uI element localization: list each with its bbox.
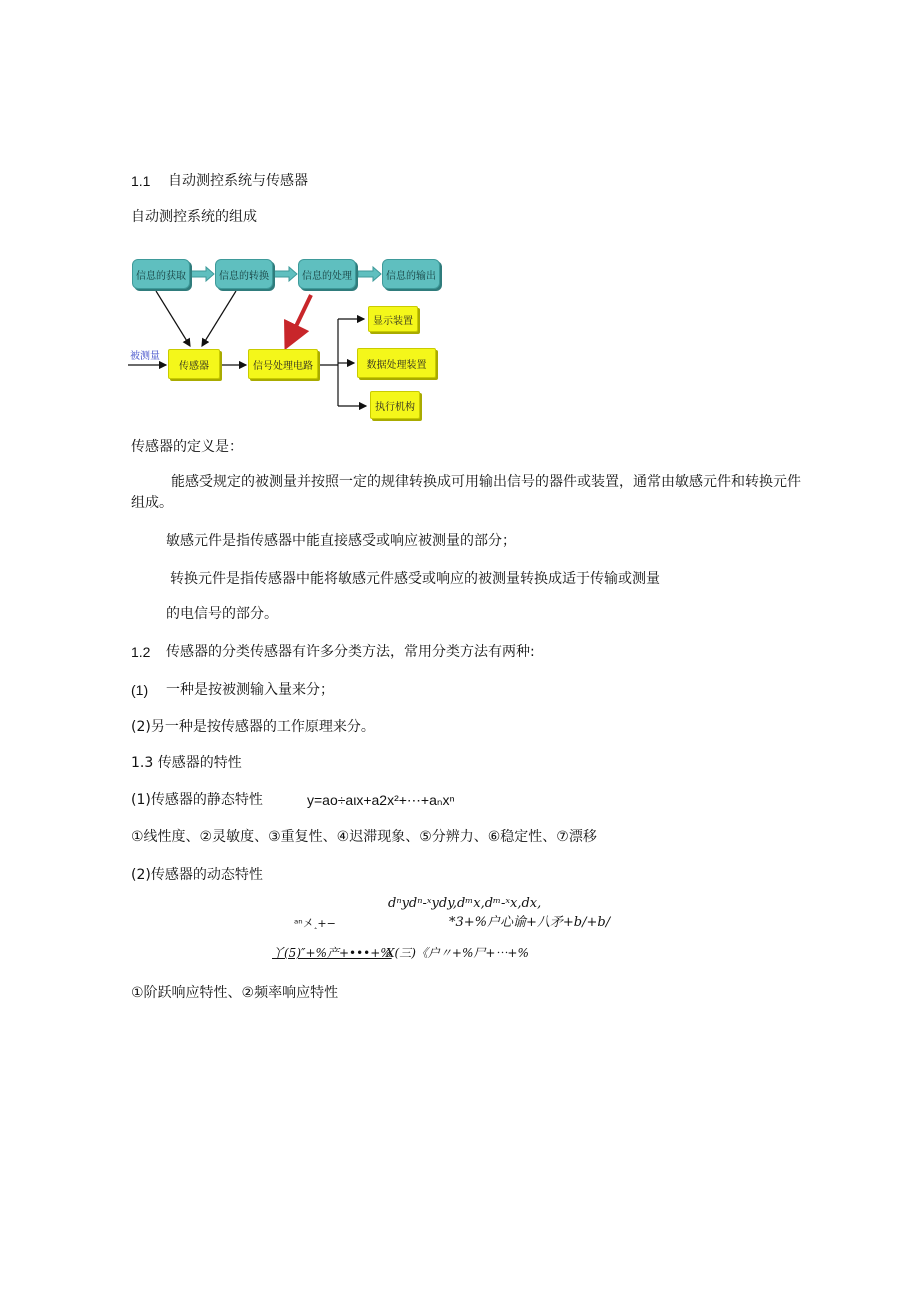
static-properties: ①线性度、②灵敏度、③重复性、④迟滞现象、⑤分辨力、⑥稳定性、⑦漂移 xyxy=(131,829,597,845)
definition-para1: 能感受规定的被测量并按照一定的规律转换成可用输出信号的器件或装置，通常由敏感元件和转换元件组成。 xyxy=(131,474,801,511)
definition-para3-line1: 转换元件是指传感器中能将敏感元件感受或响应的被测量转换成适于传输或测量 xyxy=(170,571,660,587)
dynamic-formula-line2a: ᵃⁿ㐅˰+− xyxy=(294,917,336,930)
dynamic-formula-line3b: X(三)《户〃+%尸+⋯+% xyxy=(386,946,529,960)
item1-text: 一种是按被测输入量来分； xyxy=(166,682,334,698)
definition-para3-line2: 的电信号的部分。 xyxy=(166,606,278,622)
section3-title: 1.3 传感器的特性 xyxy=(131,755,242,771)
box-signal-circuit: 信号处理电路 xyxy=(248,349,318,379)
box-display: 显示装置 xyxy=(368,306,418,332)
box-info-output: 信息的输出 xyxy=(382,259,440,289)
section-title: 自动测控系统与传感器 xyxy=(168,173,308,189)
dynamic-label: (2)传感器的动态特性 xyxy=(131,867,263,883)
box-info-conversion: 信息的转换 xyxy=(215,259,273,289)
box-actuator: 执行机构 xyxy=(370,391,420,419)
dynamic-formula-line2b: *3+%户心谕+八矛+b/+b/ xyxy=(449,915,611,930)
section2-number: 1.2 xyxy=(131,644,151,660)
dynamic-formula-line1: dⁿydⁿ-ˣydy,dᵐx,dᵐ-ˣx,dx, xyxy=(388,896,542,911)
box-sensor: 传感器 xyxy=(168,349,220,379)
section-number: 1.1 xyxy=(131,173,151,189)
box-info-processing: 信息的处理 xyxy=(298,259,356,289)
definition-heading: 传感器的定义是： xyxy=(131,439,243,455)
static-label: (1)传感器的静态特性 xyxy=(131,792,263,808)
system-diagram xyxy=(128,253,448,421)
section2-text: 传感器的分类传感器有许多分类方法，常用分类方法有两种: xyxy=(166,644,535,660)
section-subtitle: 自动测控系统的组成 xyxy=(131,209,257,225)
static-formula: y=ao÷aιx+a2x²+⋯+aₙxⁿ xyxy=(307,792,455,808)
dynamic-formula-line3a: 丫(5)″+%产+•••+% xyxy=(272,946,392,960)
definition-para2: 敏感元件是指传感器中能直接感受或响应被测量的部分； xyxy=(166,533,516,549)
input-label: 被测量 xyxy=(130,351,160,362)
dynamic-properties: ①阶跃响应特性、②频率响应特性 xyxy=(131,985,339,1001)
item1-number: (1) xyxy=(131,682,149,698)
box-data-processing: 数据处理装置 xyxy=(357,348,436,378)
box-info-acquisition: 信息的获取 xyxy=(132,259,190,289)
item2-text: (2)另一种是按传感器的工作原理来分。 xyxy=(131,719,375,735)
